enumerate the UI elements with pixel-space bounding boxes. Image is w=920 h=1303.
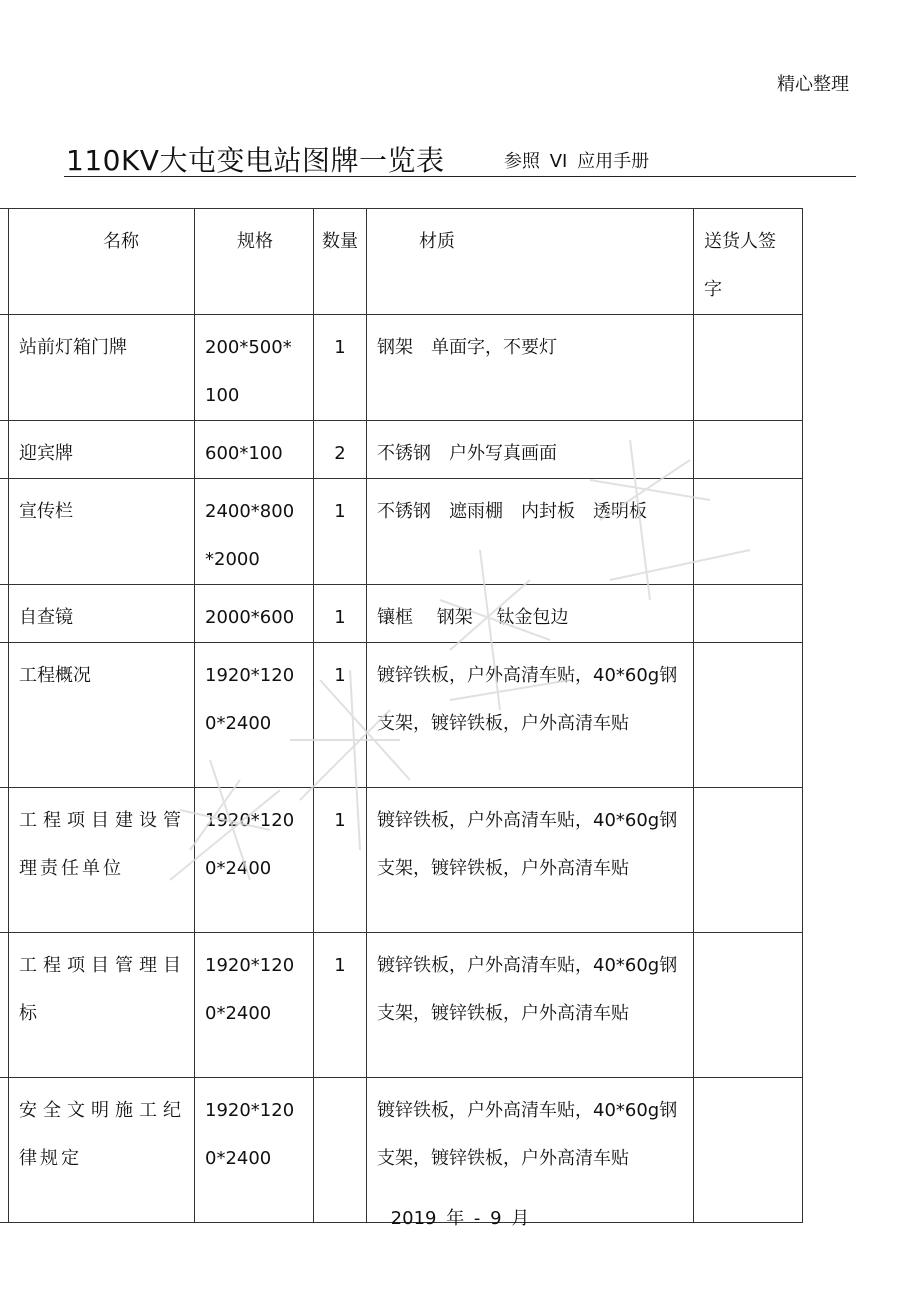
index-cell — [0, 585, 9, 643]
spec-cell: 1920*1200*2400 — [195, 933, 314, 1078]
qty-cell: 1 — [314, 315, 367, 421]
material-cell: 镶框 钢架 钛金包边 — [367, 585, 694, 643]
title-row — [66, 135, 856, 177]
spec-cell: 2400*800*2000 — [195, 479, 314, 585]
signature-cell — [694, 933, 803, 1078]
header-spec: 规格 — [195, 209, 314, 315]
index-cell — [0, 1078, 9, 1223]
name-cell: 工程项目管理目标 — [9, 933, 195, 1078]
qty-cell: 1 — [314, 643, 367, 788]
qty-cell: 1 — [314, 479, 367, 585]
qty-cell — [314, 1078, 367, 1223]
title-divider — [64, 176, 856, 177]
spec-cell: 1920*1200*2400 — [195, 1078, 314, 1223]
index-cell — [0, 933, 9, 1078]
header-qty: 数量 — [314, 209, 367, 315]
name-cell: 自查镜 — [9, 585, 195, 643]
material-cell: 钢架 单面字，不要灯 — [367, 315, 694, 421]
material-cell: 不锈钢 户外写真画面 — [367, 421, 694, 479]
table-row — [0, 643, 803, 788]
name-cell: 工程项目建设管理责任单位 — [9, 788, 195, 933]
material-cell: 镀锌铁板，户外高清车贴，40*60g钢支架，镀锌铁板，户外高清车贴 — [367, 933, 694, 1078]
material-cell: 镀锌铁板，户外高清车贴，40*60g钢支架，镀锌铁板，户外高清车贴 — [367, 1078, 694, 1223]
spec-cell: 2000*600 — [195, 585, 314, 643]
table-row — [0, 788, 803, 933]
signature-cell — [694, 1078, 803, 1223]
index-cell — [0, 479, 9, 585]
header-row — [0, 209, 803, 315]
header-name: 名称 — [9, 209, 195, 315]
name-cell: 工程概况 — [9, 643, 195, 788]
signature-cell — [694, 421, 803, 479]
name-cell: 迎宾牌 — [9, 421, 195, 479]
table-body — [0, 209, 803, 1223]
name-cell: 宣传栏 — [9, 479, 195, 585]
signature-cell — [694, 643, 803, 788]
header-signature: 送货人签字 — [694, 209, 803, 315]
material-cell: 镀锌铁板，户外高清车贴，40*60g钢支架，镀锌铁板，户外高清车贴 — [367, 788, 694, 933]
signage-table — [0, 208, 803, 1223]
material-cell: 镀锌铁板，户外高清车贴，40*60g钢支架，镀锌铁板，户外高清车贴 — [367, 643, 694, 788]
table-row — [0, 479, 803, 585]
qty-cell: 1 — [314, 788, 367, 933]
material-cell: 不锈钢 遮雨棚 内封板 透明板 — [367, 479, 694, 585]
document-subtitle: 参照 VI 应用手册 — [504, 151, 650, 172]
table-row — [0, 421, 803, 479]
qty-cell: 1 — [314, 585, 367, 643]
document-title: 110KV大屯变电站图牌一览表 — [66, 144, 445, 177]
qty-cell: 2 — [314, 421, 367, 479]
header-note: 精心整理 — [777, 74, 849, 95]
spec-cell: 1920*1200*2400 — [195, 643, 314, 788]
table-row — [0, 1078, 803, 1223]
signature-cell — [694, 315, 803, 421]
index-cell — [0, 315, 9, 421]
spec-cell: 1920*1200*2400 — [195, 788, 314, 933]
spec-cell: 200*500*100 — [195, 315, 314, 421]
index-cell — [0, 643, 9, 788]
footer-date: 2019 年 - 9 月 — [390, 1208, 530, 1229]
signature-cell — [694, 479, 803, 585]
header-material: 材质 — [367, 209, 694, 315]
index-cell — [0, 788, 9, 933]
index-cell — [0, 209, 9, 315]
table-row — [0, 315, 803, 421]
table-row — [0, 585, 803, 643]
index-cell — [0, 421, 9, 479]
signature-cell — [694, 585, 803, 643]
name-cell: 安全文明施工纪律规定 — [9, 1078, 195, 1223]
table-row — [0, 933, 803, 1078]
spec-cell: 600*100 — [195, 421, 314, 479]
qty-cell: 1 — [314, 933, 367, 1078]
name-cell: 站前灯箱门牌 — [9, 315, 195, 421]
signature-cell — [694, 788, 803, 933]
